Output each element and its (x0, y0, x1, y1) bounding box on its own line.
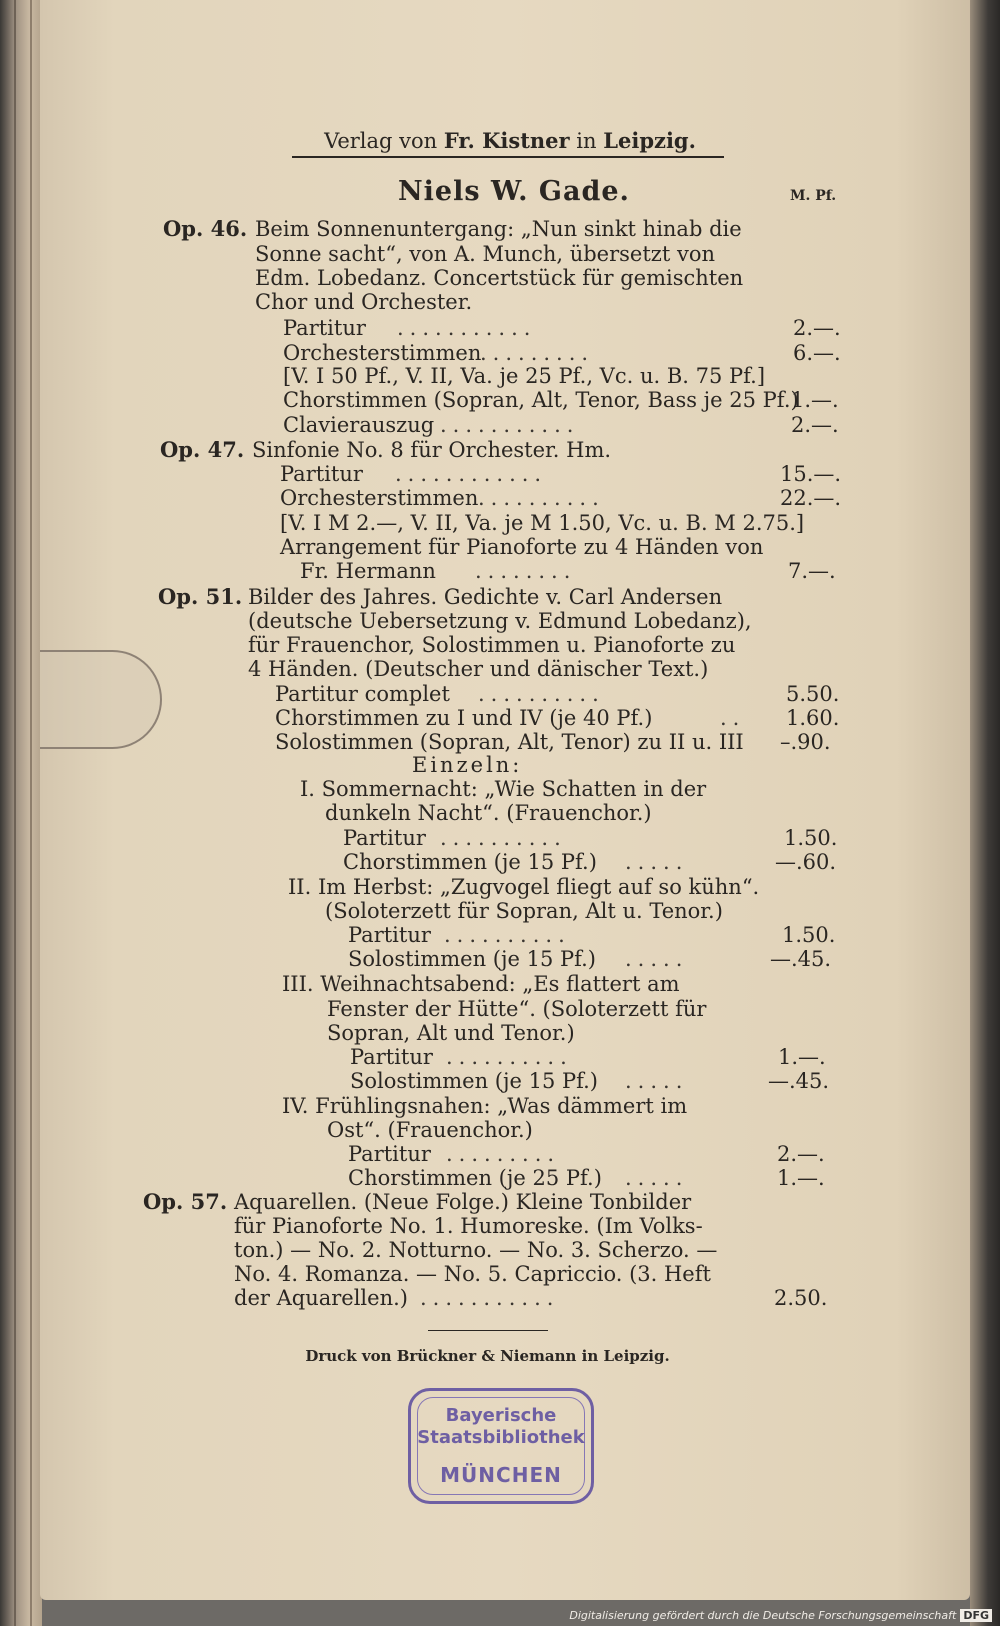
book-spine-shadow (970, 0, 1000, 1626)
dot-leader: .......... (446, 1045, 573, 1069)
catalog-line: Einzeln: (412, 753, 523, 777)
footer-credit (569, 1609, 992, 1622)
price: 1.50. (782, 923, 836, 947)
stamp-line-1: Bayerische (445, 1405, 557, 1426)
opus-number: Op. 47. (160, 437, 245, 462)
dot-leader: ..... (625, 1069, 689, 1093)
dot-leader: ........... (397, 316, 537, 340)
catalog-line: Partitur (343, 826, 426, 850)
page-edge-line (14, 0, 16, 1626)
catalog-line: (Soloterzett für Sopran, Alt u. Tenor.) (325, 899, 723, 923)
catalog-line: Clavierauszug (283, 413, 435, 437)
catalog-line: Orchesterstimmen (280, 486, 479, 510)
dot-leader: .......... (440, 826, 567, 850)
price: 5.50. (786, 682, 840, 706)
catalog-line: III. Weihnachtsabend: „Es flattert am (282, 972, 680, 996)
dot-leader: ............ (395, 462, 548, 486)
catalog-line: Orchesterstimmen (283, 341, 482, 365)
catalog-line: Fenster der Hütte“. (Soloterzett für (327, 997, 707, 1021)
catalog-line: Chorstimmen (je 15 Pf.) (343, 850, 597, 874)
catalog-line: der Aquarellen.) (234, 1286, 408, 1310)
catalog-line: Fr. Hermann (300, 559, 436, 583)
price: 1.—. (777, 1166, 825, 1190)
catalog-line: Bilder des Jahres. Gedichte v. Carl Andersen (248, 585, 723, 609)
header-mid: in (576, 129, 597, 153)
price: 22.—. (780, 486, 842, 510)
header-publisher: Fr. Kistner (443, 128, 570, 153)
opus-number: Op. 46. (163, 216, 248, 241)
catalog-line: für Pianoforte No. 1. Humoreske. (Im Volks- (234, 1214, 703, 1238)
page-edge-line (30, 0, 32, 1626)
dot-leader: ........... (420, 1286, 560, 1310)
catalog-line: Chorstimmen (je 25 Pf.) (348, 1166, 602, 1190)
price: 1.60. (786, 706, 840, 730)
catalog-line: Sinfonie No. 8 für Orchester. Hm. (252, 438, 612, 462)
catalog-line: Partitur (283, 316, 366, 340)
catalog-line: Partitur (348, 1142, 431, 1166)
stamp-line-2: Staatsbibliothek (417, 1427, 585, 1448)
catalog-line: Partitur (280, 462, 363, 486)
dot-leader: ........... (440, 413, 580, 437)
dot-leader: ......... (446, 1142, 561, 1166)
catalog-line: II. Im Herbst: „Zugvogel fliegt auf so kühn“. (288, 875, 760, 899)
catalog-line: Partitur (350, 1045, 433, 1069)
stamp-line-3: MÜNCHEN (440, 1463, 562, 1487)
catalog-line: Aquarellen. (Neue Folge.) Kleine Tonbilder (234, 1190, 692, 1214)
catalog-line: Sonne sacht“, von A. Munch, übersetzt von (255, 242, 715, 266)
price: 7.—. (788, 559, 836, 583)
catalog-line: Solostimmen (je 15 Pf.) (348, 947, 597, 971)
dot-leader: ..... (625, 850, 689, 874)
price: —.45. (768, 1069, 830, 1093)
currency-header: M. Pf. (790, 188, 837, 204)
dot-leader: .......... (444, 923, 571, 947)
printer-imprint: Druck von Brückner & Niemann in Leipzig. (305, 1347, 670, 1365)
price: 1.—. (791, 388, 839, 412)
library-stamp (408, 1388, 594, 1504)
opus-number: Op. 51. (158, 584, 243, 609)
dot-leader: .......... (478, 486, 605, 510)
dfg-logo: DFG (960, 1609, 992, 1622)
price: 1.50. (784, 826, 838, 850)
page-clip (40, 650, 162, 749)
catalog-line: Partitur complet (275, 682, 450, 706)
price: —.45. (770, 947, 832, 971)
catalog-line: für Frauenchor, Solostimmen u. Pianoforte zu (248, 633, 736, 657)
footer-text: Digitalisierung gefördert durch die Deutsche Forschungsgemeinschaft (569, 1609, 957, 1622)
price: 15.—. (780, 462, 842, 486)
publisher-header (295, 128, 725, 153)
dot-leader: ......... (480, 341, 595, 365)
catalog-line: ton.) — No. 2. Notturno. — No. 3. Scherzo. — (234, 1238, 718, 1262)
catalog-line: [V. I M 2.—, V. II, Va. je M 1.50, Vc. u. B. M 2.75.] (280, 511, 805, 535)
catalog-line: Arrangement für Pianoforte zu 4 Händen von (280, 535, 764, 559)
price: 2.—. (777, 1142, 825, 1166)
catalog-line: Chorstimmen (Sopran, Alt, Tenor, Bass je 25 Pf.) (283, 388, 799, 412)
header-city: Leipzig. (603, 128, 696, 153)
catalog-line: (deutsche Uebersetzung v. Edmund Lobedanz), (248, 609, 752, 633)
dot-leader: .......... (478, 682, 605, 706)
dot-leader: ........ (475, 559, 577, 583)
catalog-line: Solostimmen (je 15 Pf.) (350, 1069, 599, 1093)
opus-number: Op. 57. (143, 1189, 228, 1214)
catalog-line: No. 4. Romanza. — No. 5. Capriccio. (3. Heft (234, 1262, 711, 1286)
catalog-line: Partitur (348, 923, 431, 947)
price: 6.—. (793, 341, 841, 365)
catalog-line: Solostimmen (Sopran, Alt, Tenor) zu II u. III (275, 730, 744, 754)
header-rule (292, 156, 724, 158)
catalog-line: Beim Sonnenuntergang: „Nun sinkt hinab die (255, 217, 742, 241)
header-prefix: Verlag von (324, 129, 438, 153)
price: 2.—. (791, 413, 839, 437)
price: 1.—. (778, 1045, 826, 1069)
price: 2.50. (774, 1286, 828, 1310)
dot-leader: ..... (625, 947, 689, 971)
dot-leader: .. (720, 706, 746, 730)
catalog-line: Ost“. (Frauenchor.) (327, 1118, 533, 1142)
separator-rule (428, 1330, 548, 1331)
price: 2.—. (793, 316, 841, 340)
catalog-line: Sopran, Alt und Tenor.) (327, 1021, 575, 1045)
catalog-line: dunkeln Nacht“. (Frauenchor.) (325, 801, 652, 825)
catalog-line: [V. I 50 Pf., V. II, Va. je 25 Pf., Vc. u. B. 75 Pf.] (283, 364, 766, 388)
left-page-edges (0, 0, 42, 1626)
catalog-line: 4 Händen. (Deutscher und dänischer Text.) (248, 657, 709, 681)
catalog-line: Chor und Orchester. (255, 290, 473, 314)
catalog-line: Edm. Lobedanz. Concertstück für gemischten (255, 266, 744, 290)
catalog-line: I. Sommernacht: „Wie Schatten in der (300, 777, 707, 801)
catalog-line: Chorstimmen zu I und IV (je 40 Pf.) (275, 706, 653, 730)
catalog-line: IV. Frühlingsnahen: „Was dämmert im (282, 1094, 688, 1118)
price: –.90. (780, 730, 831, 754)
price: —.60. (775, 850, 837, 874)
composer-title: Niels W. Gade. (398, 176, 630, 207)
dot-leader: ..... (625, 1166, 689, 1190)
